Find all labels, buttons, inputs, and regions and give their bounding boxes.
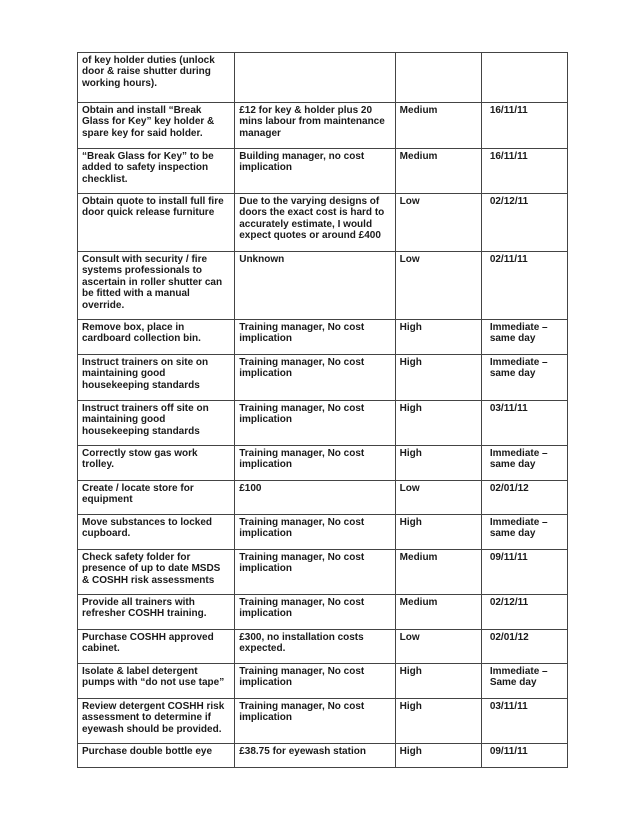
target-date-cell: 02/11/11 xyxy=(481,252,567,320)
action-cell: Instruct trainers off site on maintaining good housekeeping standards xyxy=(78,401,235,446)
table-row xyxy=(78,481,568,515)
cost-cell: Unknown xyxy=(235,252,395,320)
priority-cell: Medium xyxy=(395,550,481,595)
table-row xyxy=(78,664,568,699)
action-plan-body xyxy=(78,53,568,768)
table-row xyxy=(78,194,568,252)
priority-cell: High xyxy=(395,320,481,355)
target-date-cell: 16/11/11 xyxy=(481,103,567,149)
target-date-cell: 02/12/11 xyxy=(481,194,567,252)
cost-cell: Training manager, No cost implication xyxy=(235,664,395,699)
priority-cell: Low xyxy=(395,194,481,252)
priority-cell: High xyxy=(395,515,481,550)
cost-cell: £300, no installation costs expected. xyxy=(235,630,395,664)
priority-cell: Medium xyxy=(395,103,481,149)
cost-cell: Training manager, No cost implication xyxy=(235,699,395,744)
target-date-cell: Immediate – same day xyxy=(481,515,567,550)
table-row xyxy=(78,744,568,768)
table-row xyxy=(78,103,568,149)
priority-cell: Medium xyxy=(395,149,481,194)
priority-cell xyxy=(395,53,481,103)
cost-cell: Training manager, No cost implication xyxy=(235,595,395,630)
table-row xyxy=(78,355,568,401)
table-row xyxy=(78,595,568,630)
target-date-cell: Immediate – same day xyxy=(481,446,567,481)
action-cell: Move substances to locked cupboard. xyxy=(78,515,235,550)
cost-cell: Training manager, No cost implication xyxy=(235,446,395,481)
cost-cell: Due to the varying designs of doors the exact cost is hard to accurately estimate, I would expect quotes or around £400 xyxy=(235,194,395,252)
table-row xyxy=(78,699,568,744)
priority-cell: Medium xyxy=(395,595,481,630)
action-cell: Obtain quote to install full fire door quick release furniture xyxy=(78,194,235,252)
action-cell: Provide all trainers with refresher COSHH training. xyxy=(78,595,235,630)
action-plan-table xyxy=(77,52,568,768)
cost-cell: £38.75 for eyewash station xyxy=(235,744,395,768)
table-row xyxy=(78,630,568,664)
action-cell: Review detergent COSHH risk assessment to determine if eyewash should be provided. xyxy=(78,699,235,744)
table-row xyxy=(78,53,568,103)
priority-cell: High xyxy=(395,744,481,768)
target-date-cell: 03/11/11 xyxy=(481,401,567,446)
priority-cell: High xyxy=(395,446,481,481)
cost-cell: Training manager, No cost implication xyxy=(235,320,395,355)
action-cell: of key holder duties (unlock door & raise shutter during working hours). xyxy=(78,53,235,103)
action-cell: Remove box, place in cardboard collection bin. xyxy=(78,320,235,355)
table-row xyxy=(78,550,568,595)
action-cell: Purchase double bottle eye xyxy=(78,744,235,768)
priority-cell: High xyxy=(395,664,481,699)
table-row xyxy=(78,252,568,320)
target-date-cell: 09/11/11 xyxy=(481,744,567,768)
priority-cell: High xyxy=(395,699,481,744)
priority-cell: Low xyxy=(395,252,481,320)
target-date-cell: 02/01/12 xyxy=(481,481,567,515)
action-cell: Instruct trainers on site on maintaining good housekeeping standards xyxy=(78,355,235,401)
action-cell: Consult with security / fire systems professionals to ascertain in roller shutter can be fitted with a manual override. xyxy=(78,252,235,320)
action-cell: Isolate & label detergent pumps with “do not use tape” xyxy=(78,664,235,699)
table-row xyxy=(78,401,568,446)
target-date-cell: 03/11/11 xyxy=(481,699,567,744)
target-date-cell: Immediate – Same day xyxy=(481,664,567,699)
action-cell: Create / locate store for equipment xyxy=(78,481,235,515)
cost-cell xyxy=(235,53,395,103)
target-date-cell: Immediate – same day xyxy=(481,320,567,355)
cost-cell: Training manager, No cost implication xyxy=(235,401,395,446)
priority-cell: High xyxy=(395,401,481,446)
cost-cell: Training manager, No cost implication xyxy=(235,515,395,550)
table-row xyxy=(78,320,568,355)
priority-cell: Low xyxy=(395,481,481,515)
table-row xyxy=(78,149,568,194)
table-row xyxy=(78,515,568,550)
target-date-cell: 02/12/11 xyxy=(481,595,567,630)
cost-cell: Building manager, no cost implication xyxy=(235,149,395,194)
cost-cell: Training manager, No cost implication xyxy=(235,550,395,595)
action-cell: Correctly stow gas work trolley. xyxy=(78,446,235,481)
table-row xyxy=(78,446,568,481)
action-cell: “Break Glass for Key” to be added to safety inspection checklist. xyxy=(78,149,235,194)
target-date-cell: 16/11/11 xyxy=(481,149,567,194)
priority-cell: Low xyxy=(395,630,481,664)
priority-cell: High xyxy=(395,355,481,401)
target-date-cell xyxy=(481,53,567,103)
cost-cell: £100 xyxy=(235,481,395,515)
cost-cell: £12 for key & holder plus 20 mins labour from maintenance manager xyxy=(235,103,395,149)
cost-cell: Training manager, No cost implication xyxy=(235,355,395,401)
action-cell: Purchase COSHH approved cabinet. xyxy=(78,630,235,664)
target-date-cell: Immediate – same day xyxy=(481,355,567,401)
target-date-cell: 09/11/11 xyxy=(481,550,567,595)
action-cell: Check safety folder for presence of up to date MSDS & COSHH risk assessments xyxy=(78,550,235,595)
action-cell: Obtain and install “Break Glass for Key” key holder & spare key for said holder. xyxy=(78,103,235,149)
target-date-cell: 02/01/12 xyxy=(481,630,567,664)
